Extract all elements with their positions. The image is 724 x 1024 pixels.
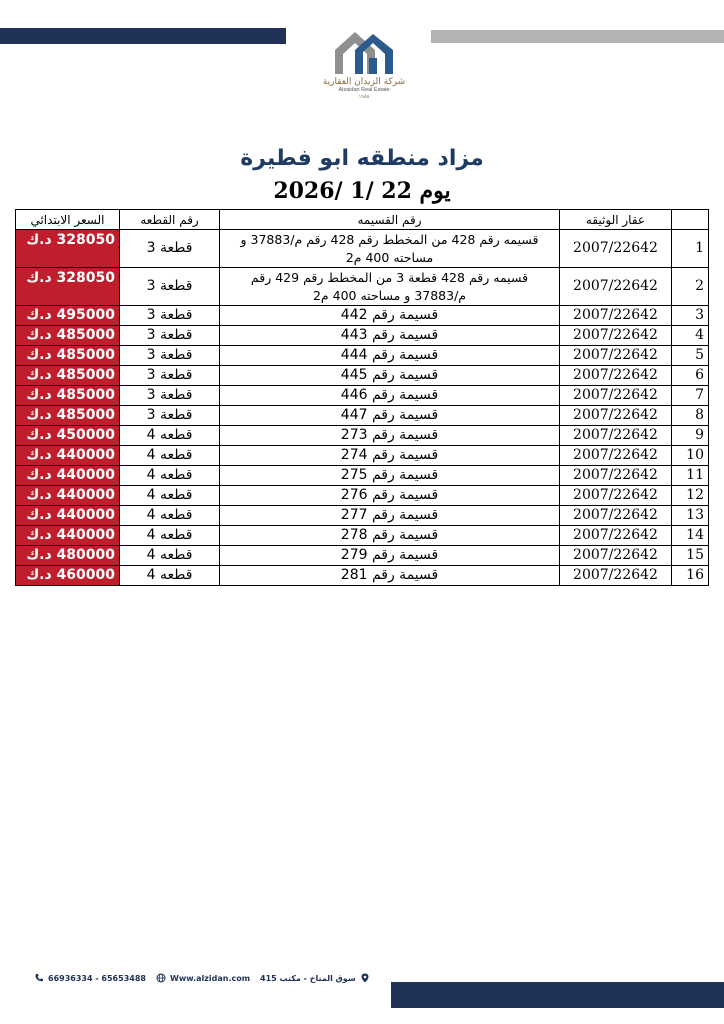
header-price: السعر الابتدائي xyxy=(16,210,120,230)
row-block: قطعه 4 xyxy=(120,566,220,586)
row-deed: 2007/22642 xyxy=(560,446,672,466)
row-block: قطعة 3 xyxy=(120,326,220,346)
row-deed: 2007/22642 xyxy=(560,326,672,346)
header-num xyxy=(672,210,709,230)
header-plot: رقم القسيمه xyxy=(220,210,560,230)
row-plot: قسيمة رقم 444 xyxy=(220,346,560,366)
table-row xyxy=(16,346,709,366)
table-row xyxy=(16,526,709,546)
footer-address xyxy=(260,973,374,983)
logo-arabic-text: شركة الزيدان العقارية xyxy=(322,77,406,87)
table-row xyxy=(16,446,709,466)
footer-phones-text: 66936334 - 65653488 xyxy=(48,973,146,983)
table-row xyxy=(16,486,709,506)
row-num: 6 xyxy=(672,366,709,386)
globe-icon xyxy=(156,973,166,983)
house-logo-icon xyxy=(331,28,397,76)
row-num: 13 xyxy=(672,506,709,526)
logo-year-text: ١٩٨٨ xyxy=(358,94,370,100)
row-price: 485000 د.ك xyxy=(16,366,120,386)
row-plot: قسيمة رقم 445 xyxy=(220,366,560,386)
row-price: 328050 د.ك xyxy=(16,268,120,306)
footer-website-text[interactable]: Www.alzidan.com xyxy=(170,973,251,983)
row-block: قطعة 3 xyxy=(120,268,220,306)
table-row xyxy=(16,230,709,268)
row-plot: قسيمة رقم 279 xyxy=(220,546,560,566)
row-deed: 2007/22642 xyxy=(560,566,672,586)
row-block: قطعه 4 xyxy=(120,426,220,446)
header-block: رقم القطعه xyxy=(120,210,220,230)
row-plot: قسيمة رقم 281 xyxy=(220,566,560,586)
table-row xyxy=(16,566,709,586)
auction-table xyxy=(15,209,709,586)
row-num: 15 xyxy=(672,546,709,566)
row-num: 7 xyxy=(672,386,709,406)
row-deed: 2007/22642 xyxy=(560,230,672,268)
row-deed: 2007/22642 xyxy=(560,426,672,446)
header-grey-bar xyxy=(431,30,724,43)
row-num: 2 xyxy=(672,268,709,306)
row-deed: 2007/22642 xyxy=(560,346,672,366)
row-plot: قسيمة رقم 275 xyxy=(220,466,560,486)
table-row xyxy=(16,466,709,486)
row-price: 328050 د.ك xyxy=(16,230,120,268)
table-row xyxy=(16,326,709,346)
row-num: 1 xyxy=(672,230,709,268)
row-num: 12 xyxy=(672,486,709,506)
row-deed: 2007/22642 xyxy=(560,406,672,426)
row-block: قطعه 4 xyxy=(120,526,220,546)
row-block: قطعه 4 xyxy=(120,506,220,526)
row-block: قطعه 4 xyxy=(120,486,220,506)
row-num: 9 xyxy=(672,426,709,446)
row-deed: 2007/22642 xyxy=(560,506,672,526)
row-plot: قسيمة رقم 277 xyxy=(220,506,560,526)
row-price: 485000 د.ك xyxy=(16,326,120,346)
row-deed: 2007/22642 xyxy=(560,366,672,386)
row-price: 485000 د.ك xyxy=(16,386,120,406)
row-deed: 2007/22642 xyxy=(560,268,672,306)
row-deed: 2007/22642 xyxy=(560,546,672,566)
row-num: 5 xyxy=(672,346,709,366)
row-plot: قسيمة رقم 276 xyxy=(220,486,560,506)
table-row xyxy=(16,546,709,566)
row-block: قطعة 3 xyxy=(120,230,220,268)
table-row xyxy=(16,306,709,326)
row-block: قطعة 3 xyxy=(120,386,220,406)
header-deed: عقار الوثيقه xyxy=(560,210,672,230)
row-plot: قسيمة رقم 447 xyxy=(220,406,560,426)
header-navy-bar xyxy=(0,28,286,44)
table-row xyxy=(16,268,709,306)
row-block: قطعة 3 xyxy=(120,346,220,366)
row-plot: قسيمه رقم 428 قطعة 3 من المخطط رقم 429 رقم م/37883 و مساحته 400 م2 xyxy=(220,268,560,306)
row-block: قطعة 3 xyxy=(120,306,220,326)
location-pin-icon xyxy=(360,973,370,983)
footer-address-text: سوق المناخ - مكتب 415 xyxy=(260,973,356,983)
row-price: 485000 د.ك xyxy=(16,406,120,426)
row-plot: قسيمة رقم 278 xyxy=(220,526,560,546)
row-num: 16 xyxy=(672,566,709,586)
row-num: 14 xyxy=(672,526,709,546)
row-num: 11 xyxy=(672,466,709,486)
page-title: مزاد منطقه ابو فطيرة xyxy=(240,146,484,171)
row-plot: قسيمة رقم 442 xyxy=(220,306,560,326)
table-header-row xyxy=(16,210,709,230)
row-plot: قسيمة رقم 274 xyxy=(220,446,560,466)
row-price: 485000 د.ك xyxy=(16,346,120,366)
phone-icon xyxy=(34,973,44,983)
row-price: 440000 د.ك xyxy=(16,466,120,486)
row-price: 440000 د.ك xyxy=(16,486,120,506)
row-price: 450000 د.ك xyxy=(16,426,120,446)
row-plot: قسيمه رقم 428 من المخطط رقم 428 رقم م/37883 و مساحته 400 م2 xyxy=(220,230,560,268)
row-num: 4 xyxy=(672,326,709,346)
row-plot: قسيمة رقم 446 xyxy=(220,386,560,406)
table-row xyxy=(16,366,709,386)
row-deed: 2007/22642 xyxy=(560,306,672,326)
row-deed: 2007/22642 xyxy=(560,486,672,506)
row-plot: قسيمة رقم 443 xyxy=(220,326,560,346)
row-price: 480000 د.ك xyxy=(16,546,120,566)
row-price: 440000 د.ك xyxy=(16,526,120,546)
row-block: قطعة 3 xyxy=(120,406,220,426)
company-logo xyxy=(322,28,406,110)
row-price: 440000 د.ك xyxy=(16,446,120,466)
row-deed: 2007/22642 xyxy=(560,386,672,406)
table-row xyxy=(16,406,709,426)
footer-navy-bar xyxy=(391,982,724,1008)
table-row xyxy=(16,506,709,526)
row-block: قطعه 4 xyxy=(120,466,220,486)
row-num: 8 xyxy=(672,406,709,426)
logo-english-text: Alzaidan Real Estate xyxy=(338,87,390,93)
table-row xyxy=(16,386,709,406)
footer-website[interactable] xyxy=(152,973,250,983)
footer-phones xyxy=(30,973,146,983)
row-price: 440000 د.ك xyxy=(16,506,120,526)
auction-date: يوم 22 /1 /2026 xyxy=(273,178,451,204)
table-row xyxy=(16,426,709,446)
row-price: 495000 د.ك xyxy=(16,306,120,326)
row-plot: قسيمة رقم 273 xyxy=(220,426,560,446)
row-deed: 2007/22642 xyxy=(560,466,672,486)
row-block: قطعة 3 xyxy=(120,366,220,386)
row-deed: 2007/22642 xyxy=(560,526,672,546)
row-num: 3 xyxy=(672,306,709,326)
row-num: 10 xyxy=(672,446,709,466)
row-block: قطعه 4 xyxy=(120,546,220,566)
row-block: قطعه 4 xyxy=(120,446,220,466)
row-price: 460000 د.ك xyxy=(16,566,120,586)
